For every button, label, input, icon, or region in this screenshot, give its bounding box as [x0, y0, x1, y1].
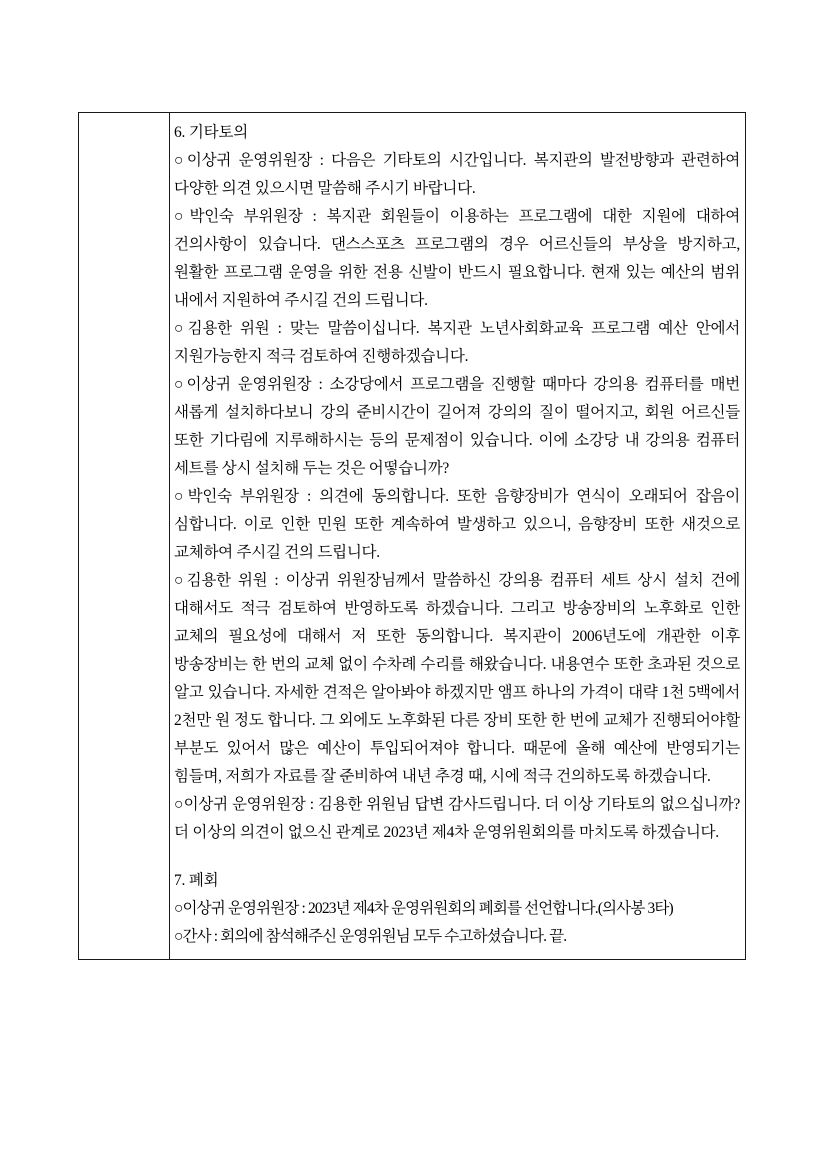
minutes-entry — [174, 791, 740, 847]
table-row — [79, 113, 746, 960]
minutes-entry — [174, 315, 740, 371]
section-spacer — [174, 847, 740, 867]
label-column-cell — [79, 113, 170, 960]
minutes-entry — [174, 371, 740, 483]
minutes-entry — [174, 895, 740, 923]
minutes-entry-text: ○박인숙 부위원장 : 의견에 동의합니다. 또한 음향장비가 연식이 오래되어 잡음이 심합니다. 이로 인한 민원 또한 계속하여 발생하고 있으니, 음향장비 또한 새것으로 교체하여 주시길 건의 드립니다. — [174, 488, 740, 561]
minutes-table — [78, 112, 746, 960]
minutes-entry-text: ○이상귀 운영위원장 : 소강당에서 프로그램을 진행할 때마다 강의용 컴퓨터를 매번 새롭게 설치하다보니 강의 준비시간이 길어져 강의의 질이 떨어지고, 회원 어르신들 또한 기다림에 지루해하시는 등의 문제점이 있습니다. 이에 소강당 내 강의용 컴퓨터 세트를 상시 설치해 두는 것은 어떻습니까? — [174, 376, 740, 477]
minutes-entry-text: ○김용한 위원 : 이상귀 위원장님께서 말씀하신 강의용 컴퓨터 세트 상시 설치 건에 대해서도 적극 검토하여 반영하도록 하겠습니다. 그리고 방송장비의 노후화로 인한 교체의 필요성에 대해서 저 또한 동의합니다. 복지관이 2006년도에 개관한 이후 방송장비는 한 번의 교체 없이 수차례 수리를 해왔습니다. 내용연수 또한 초과된 것으로 알고 있습니다. 자세한 견적은 알아봐야 하겠지만 앰프 하나의 가격이 대략 1천 5백에서 2천만 원 정도 합니다. 그 외에도 노후화된 다른 장비 또한 한 번에 교체가 진행되어야할 부분도 있어서 많은 예산이 투입되어져야 합니다. 때문에 올해 예산에 반영되기는 힘들며, 저희가 자료를 잘 준비하여 내년 추경 때, 시에 적극 건의하도록 하겠습니다. — [174, 572, 740, 785]
minutes-body — [170, 113, 745, 959]
minutes-entry-text: ○간사 : 회의에 참석해주신 운영위원님 모두 수고하셨습니다. 끝. — [174, 928, 567, 945]
minutes-entry-text: ○이상귀 운영위원장 : 다음은 기타토의 시간입니다. 복지관의 발전방향과 관련하여 다양한 의견 있으시면 말씀해 주시기 바랍니다. — [174, 152, 740, 197]
minutes-entry — [174, 483, 740, 567]
minutes-entry-text: ○이상귀 운영위원장 : 2023년 제4차 운영위원회의 폐회를 선언합니다.(의사봉 3타) — [174, 900, 673, 917]
minutes-entry-text: ○박인숙 부위원장 : 복지관 회원들이 이용하는 프로그램에 대한 지원에 대하여 건의사항이 있습니다. 댄스스포츠 프로그램의 경우 어르신들의 부상을 방지하고, 원활한 프로그램 운영을 위한 전용 신발이 반드시 필요합니다. 현재 있는 예산의 범위 내에서 지원하여 주시길 건의 드립니다. — [174, 208, 740, 309]
minutes-entry-text: ○김용한 위원 : 맞는 말씀이십니다. 복지관 노년사회화교육 프로그램 예산 안에서 지원가능한지 적극 검토하여 진행하겠습니다. — [174, 320, 740, 365]
minutes-entry — [174, 923, 740, 951]
minutes-entry — [174, 567, 740, 791]
minutes-entry — [174, 147, 740, 203]
body-column-cell — [170, 113, 746, 960]
section-heading-6: 6. 기타토의 — [174, 124, 248, 141]
minutes-entry — [174, 203, 740, 315]
section-heading-7: 7. 폐회 — [174, 872, 219, 889]
minutes-entry-text: ○이상귀 운영위원장 : 김용한 위원님 답변 감사드립니다. 더 이상 기타토의 없으십니까? 더 이상의 의견이 없으신 관계로 2023년 제4차 운영위원회의를 마치도록 하겠습니다. — [174, 796, 740, 841]
